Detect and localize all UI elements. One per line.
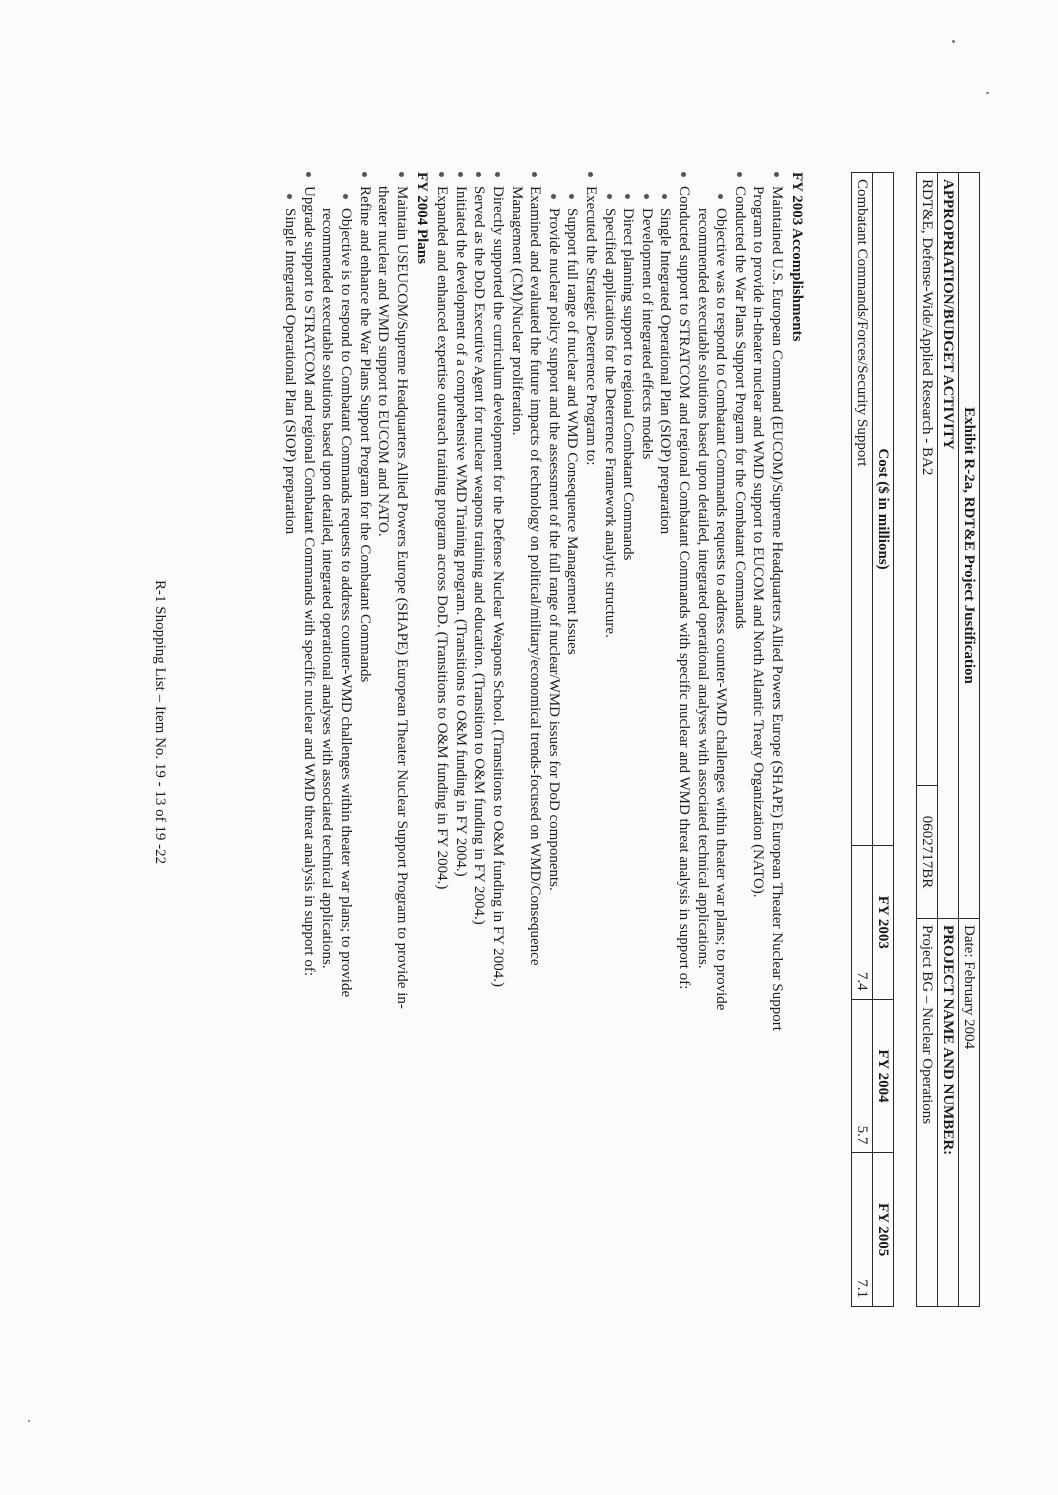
bullet-icon [458,172,463,177]
list-item: Maintain USEUCOM/Supreme Headquarters Allied Powers Europe (SHAPE) European Theater Nuclear Support Program to provide in- [392,172,411,1342]
list-item: Development of integrated effects models [637,172,656,1342]
bullet-icon [644,194,649,199]
project-label: PROJECT NAME AND NUMBER: [938,919,959,1307]
bullet-icon [625,194,630,199]
bullet-icon [551,194,556,199]
list-item: Specified applications for the Deterrence Framework analytic structure. [600,172,619,1342]
bullet-icon [737,172,742,177]
list-item: Management (CM)/Nuclear proliferation. [508,186,525,436]
bullet-icon [362,172,367,177]
list-item: Examined and evaluated the future impacts of technology on political/military/economical trends-focused on WMD/Consequence [526,172,545,1342]
bullet-icon [287,194,292,199]
cost-col-fy2003: FY 2003 [873,846,894,1000]
bullet-icon [774,172,779,177]
list-item: Support full range of nuclear and WMD Consequence Management Issues [563,172,582,1342]
list-item: Objective was to respond to Combatant Commands requests to address counter-WMD challenges within theater war plans; to provide [712,172,731,1342]
list-item: Direct planning support to regional Combatant Commands [619,172,638,1342]
bullet-icon [681,172,686,177]
bullet-icon [399,172,404,177]
list-item: Executed the Strategic Deterrence Program to: [581,172,600,1342]
exhibit-date: Date: February 2004 [959,919,980,1307]
cost-col-fy2005: FY 2005 [873,1153,894,1307]
cost-value-fy2003: 7.4 [852,846,873,1000]
bullet-icon [607,194,612,199]
cost-row-label: Combatant Commands/Forces/Security Support [852,173,873,846]
list-item: Single Integrated Operational Plan (SIOP) preparation [656,172,675,1342]
list-item: Expanded and enhanced expertise outreach training program across DoD. (Transitions to O&M funding in FY 2004.) [433,172,452,1342]
cost-table [851,172,894,1307]
bullet-icon [343,194,348,199]
bullet-icon [495,172,500,177]
list-item: Provide nuclear policy support and the assessment of the full range of nuclear/WMD issues for DoD components. [544,172,563,1342]
bullet-icon [662,194,667,199]
list-item: Directly supported the curriculum development for the Defense Nuclear Weapons School. (Transitions to O&M funding in FY 2004.) [489,172,508,1342]
bullet-icon [569,194,574,199]
list-item: Refine and enhance the War Plans Support Program for the Combatant Commands [355,172,374,1342]
justification-body [281,172,808,1342]
project-value: Project BG – Nuclear Operations [917,919,938,1307]
bullet-icon [588,172,593,177]
list-item: Initiated the development of a comprehensive WMD Training program. (Transitions to O&M funding in FY 2004.) [451,172,470,1342]
bullet-icon [718,194,723,199]
list-item: Conducted support to STRATCOM and regional Combatant Commands with specific nuclear and WMD threat analysis in support of: [674,172,693,1342]
cost-header: Cost ($ in millions) [873,173,894,846]
list-item: Program to provide in-theater nuclear and WMD support to EUCOM and North Atlantic Treaty Organization (NATO). [750,186,767,898]
list-item: Single Integrated Operational Plan (SIOP) preparation [281,172,300,1342]
list-item: Maintained U.S. European Command (EUCOM)/Supreme Headquarters Allied Powers Europe (SHAPE) European Theater Nuclear Support [767,172,786,1342]
cost-value-fy2004: 5.7 [852,999,873,1153]
appropriation-label: APPROPRIATION/BUDGET ACTIVITY [938,173,959,919]
exhibit-title: Exhibit R-2a, RDT&E Project Justification [959,173,980,919]
list-item: Upgrade support to STRATCOM and regional Combatant Commands with specific nuclear and WMD threat analysis in support of: [299,172,318,1342]
exhibit-header-table [916,172,980,1307]
cost-col-fy2004: FY 2004 [873,999,894,1153]
list-item: recommended executable solutions based upon detailed, integrated operational analyses with associated technical applications. [694,208,711,969]
list-item: theater nuclear and WMD support to EUCOM and NATO. [375,186,392,537]
bullet-icon [532,172,537,177]
list-item: Objective is to respond to Combatant Commands requests to address counter-WMD challenges within theater war plans; to provide [336,172,355,1342]
bullet-icon [439,172,444,177]
list-item: Served as the DoD Executive Agent for nuclear weapons training and education. (Transition to O&M funding in FY 2004.) [470,172,489,1342]
fy2003-heading: FY 2003 Accomplishments [789,172,805,342]
page-footer: R-1 Shopping List – Item No. 19 - 13 of 19 -22 [152,580,168,865]
program-element: 0602717BR [917,786,938,919]
list-item: recommended executable solutions based upon detailed, integrated operational analyses with associated technical applications. [319,208,336,969]
fy2004-heading: FY 2004 Plans [413,172,430,264]
bullet-icon [306,172,311,177]
cost-value-fy2005: 7.1 [852,1153,873,1307]
appropriation-value: RDT&E, Defense-Wide/Applied Research - BA2 [917,173,938,786]
list-item: Conducted the War Plans Support Program for the Combatant Commands [730,172,749,1342]
bullet-icon [477,172,482,177]
